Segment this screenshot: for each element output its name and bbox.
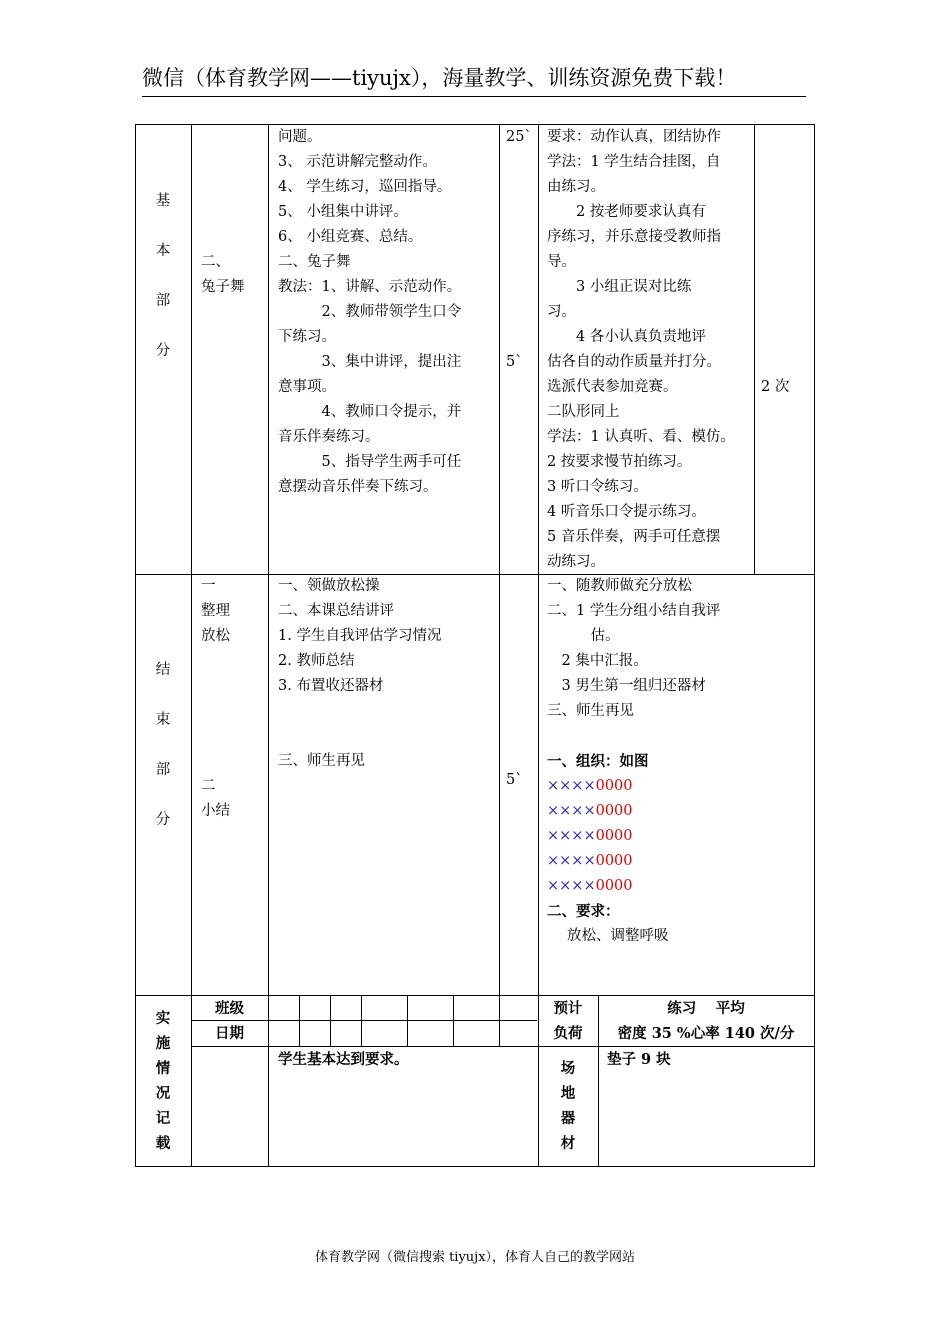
page-footer: 体育教学网（微信搜索 tiyujx），体育人自己的教学网站	[314, 1250, 636, 1265]
impl-char: 况	[155, 1085, 171, 1102]
basic-count: 2 次	[761, 379, 790, 395]
basic-section-label	[135, 176, 191, 376]
ending-char: 部	[155, 762, 171, 778]
formation-row	[547, 849, 720, 874]
req-line: 选派代表参加竞赛。	[547, 379, 678, 395]
req-line: 学法：1 认真听、看、模仿。	[547, 429, 735, 445]
formation-o: 0000	[595, 778, 633, 794]
ending-farewell: 三、师生再见	[278, 753, 365, 769]
content-line: 意摆动音乐伴奏下练习。	[278, 479, 438, 495]
basic-item-name: 兔子舞	[201, 279, 245, 295]
venue-char: 材	[560, 1135, 576, 1152]
formation-x: ××××	[547, 853, 596, 869]
formation-row	[547, 874, 720, 899]
load-value: 密度 35 %心率 140 次/分	[617, 1025, 795, 1042]
formation-o: 0000	[595, 803, 633, 819]
content-line: 3. 布置收还器材	[278, 678, 384, 694]
req-line: 由练习。	[547, 179, 605, 195]
impl-char: 情	[155, 1060, 171, 1077]
req-line: 序练习，并乐意接受教师指	[547, 229, 721, 245]
venue-char: 地	[560, 1085, 576, 1102]
content-line: 2. 教师总结	[278, 653, 355, 669]
req-line: 习。	[547, 304, 576, 320]
ending-item1-line: 放松	[201, 628, 230, 644]
venue-char: 器	[560, 1110, 576, 1127]
formation-o: 0000	[595, 853, 633, 869]
req-line: 动练习。	[547, 554, 605, 570]
basic-content	[278, 125, 461, 500]
ending-requirements	[547, 574, 720, 949]
class-label: 班级	[215, 1000, 244, 1017]
content-line: 下练习。	[278, 329, 336, 345]
formation-x: ××××	[547, 778, 596, 794]
venue-char: 场	[560, 1060, 576, 1077]
impl-section-label	[135, 1006, 191, 1156]
formation-row	[547, 824, 720, 849]
ending-item1-line: 一	[201, 578, 216, 594]
lesson-plan-table	[135, 124, 815, 1167]
impl-char: 实	[155, 1010, 171, 1027]
content-line: 6、 小组竞赛、总结。	[278, 229, 423, 245]
basic-char: 本	[155, 243, 171, 259]
req-line: 学法：1 学生结合挂图，自	[547, 154, 721, 170]
ending-char: 分	[155, 812, 171, 828]
page-header: 微信（体育教学网——tiyujx），海量教学、训练资源免费下载！	[142, 64, 806, 97]
req-line: 5 音乐伴奏，两手可任意摆	[547, 529, 721, 545]
content-line: 5、指导学生两手可任	[278, 454, 462, 470]
req-line: 二队形同上	[547, 404, 620, 420]
req-line: 3 小组正误对比练	[547, 279, 692, 295]
content-line: 音乐伴奏练习。	[278, 429, 380, 445]
req-line: 估。	[547, 628, 620, 644]
req-line: 一、随教师做充分放松	[547, 578, 692, 594]
content-line: 3、 示范讲解完整动作。	[278, 154, 437, 170]
ending-char: 结	[155, 662, 171, 678]
req-line: 2 按老师要求认真有	[547, 204, 706, 220]
req-line: 导。	[547, 254, 576, 270]
load-label: 预计	[553, 1000, 583, 1017]
content-line: 4、教师口令提示，并	[278, 404, 462, 420]
content-line: 4、 学生练习，巡回指导。	[278, 179, 452, 195]
formation-row	[547, 799, 720, 824]
req-line: 二、1 学生分组小结自我评	[547, 603, 721, 619]
ending-item2-line: 二	[201, 778, 216, 794]
req-text: 放松、调整呼吸	[567, 928, 669, 944]
basic-time-1: 25`	[506, 129, 532, 145]
venue-value: 垫子 9 块	[607, 1051, 671, 1068]
content-line: 2、教师带领学生口令	[278, 304, 462, 320]
content-line: 二、本课总结讲评	[278, 603, 394, 619]
content-line: 一、领做放松操	[278, 578, 380, 594]
date-label: 日期	[215, 1025, 244, 1042]
content-line: 问题。	[278, 129, 322, 145]
ending-section-label	[135, 645, 191, 845]
formation-x: ××××	[547, 803, 596, 819]
req-line: 4 听音乐口令提示练习。	[547, 504, 706, 520]
venue-label	[538, 1056, 598, 1156]
req-line: 3 听口令练习。	[547, 479, 648, 495]
req-line: 三、师生再见	[547, 703, 634, 719]
ending-content	[278, 574, 441, 699]
impl-char: 施	[155, 1035, 171, 1052]
ending-item1-line: 整理	[201, 603, 230, 619]
req-line: 3 男生第一组归还器材	[547, 678, 706, 694]
impl-note: 学生基本达到要求。	[278, 1051, 409, 1068]
basic-char: 分	[155, 343, 171, 359]
basic-item-no: 二、	[201, 254, 230, 270]
org-title: 一、组织：如图	[547, 753, 649, 770]
req-line: 估各自的动作质量并打分。	[547, 354, 721, 370]
content-line: 5、 小组集中讲评。	[278, 204, 408, 220]
impl-char: 载	[155, 1135, 171, 1152]
formation-x: ××××	[547, 878, 596, 894]
formation-o: 0000	[595, 828, 633, 844]
formation-x: ××××	[547, 828, 596, 844]
content-line: 二、兔子舞	[278, 254, 351, 270]
req-line: 2 集中汇报。	[547, 653, 648, 669]
basic-char: 基	[155, 193, 171, 209]
ending-time: 5`	[506, 772, 523, 788]
formation-o: 0000	[595, 878, 633, 894]
formation-row	[547, 774, 720, 799]
content-line: 教法：1、讲解、示范动作。	[278, 279, 462, 295]
load-label: 负荷	[553, 1025, 583, 1042]
basic-requirements	[547, 125, 735, 575]
load-value: 练习 平均	[667, 1000, 745, 1017]
basic-time-2: 5`	[506, 354, 523, 370]
content-line: 1. 学生自我评估学习情况	[278, 628, 442, 644]
content-line: 3、集中讲评，提出注	[278, 354, 462, 370]
req-title: 二、要求：	[547, 903, 620, 920]
impl-char: 记	[155, 1110, 171, 1127]
ending-char: 束	[155, 712, 171, 728]
req-line: 2 按要求慢节拍练习。	[547, 454, 692, 470]
req-line: 4 各小认真负责地评	[547, 329, 706, 345]
req-line: 要求：动作认真，团结协作	[547, 129, 721, 145]
content-line: 意事项。	[278, 379, 336, 395]
ending-item2-line: 小结	[201, 803, 230, 819]
basic-char: 部	[155, 293, 171, 309]
